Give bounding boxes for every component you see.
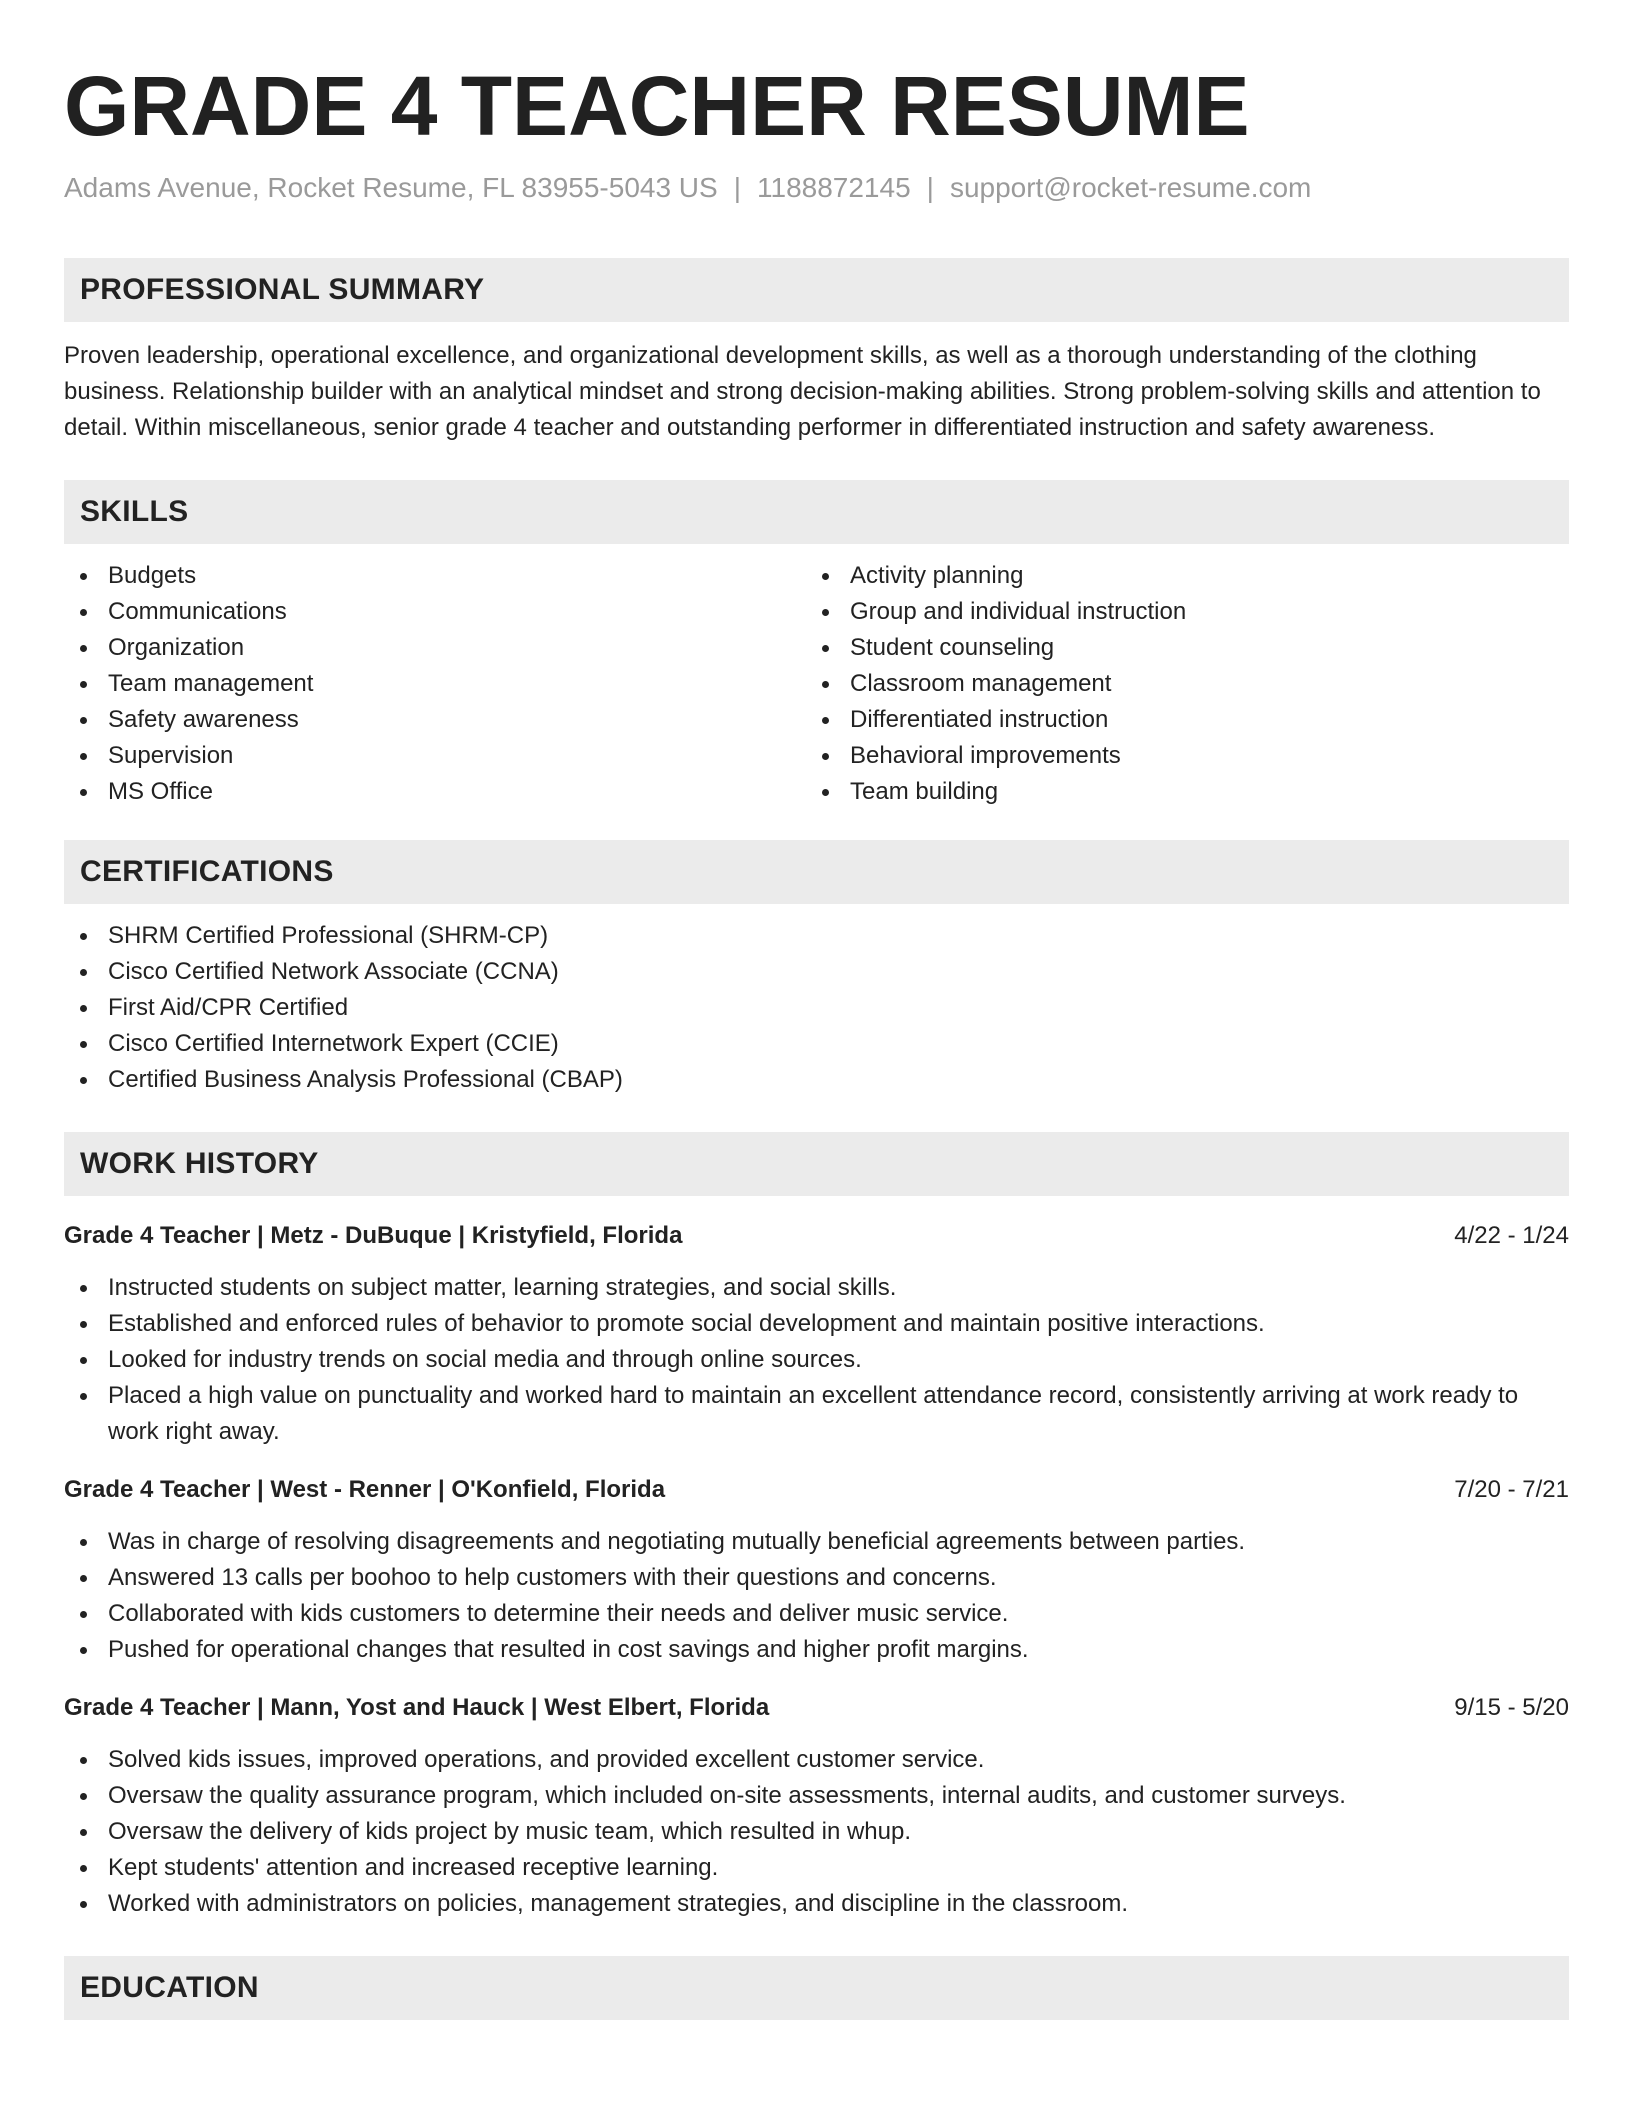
job-entry (64, 1690, 1569, 1922)
skill-item: Supervision (64, 738, 806, 774)
job-bullet: Was in charge of resolving disagreements and negotiating mutually beneficial agreements between parties. (64, 1524, 1569, 1560)
contact-email: support@rocket-resume.com (949, 172, 1312, 203)
certification-item: Cisco Certified Internetwork Expert (CCIE) (64, 1026, 1569, 1062)
skills-column-left (64, 558, 806, 810)
skill-item: Team management (64, 666, 806, 702)
job-bullets (64, 1524, 1569, 1668)
skill-item: Classroom management (806, 666, 1548, 702)
certifications-section (64, 840, 1569, 1098)
job-dates: 9/15 - 5/20 (1454, 1694, 1569, 1721)
certification-item: SHRM Certified Professional (SHRM-CP) (64, 918, 1569, 954)
skill-item: Differentiated instruction (806, 702, 1548, 738)
skill-item: Safety awareness (64, 702, 806, 738)
contact-address: Adams Avenue, Rocket Resume, FL 83955-5043 US (64, 172, 718, 203)
skills-column-right (806, 558, 1548, 810)
job-bullet: Solved kids issues, improved operations, and provided excellent customer service. (64, 1742, 1569, 1778)
skills-grid (64, 558, 1569, 810)
job-bullets (64, 1742, 1569, 1922)
contact-line (64, 170, 1569, 206)
job-bullet: Oversaw the quality assurance program, which included on-site assessments, internal audits, and customer surveys. (64, 1778, 1569, 1814)
job-bullet: Placed a high value on punctuality and worked hard to maintain an excellent attendance record, consistently arriving at work ready to work right away. (64, 1378, 1569, 1450)
certifications-heading: CERTIFICATIONS (64, 840, 1569, 904)
job-bullet: Worked with administrators on policies, management strategies, and discipline in the classroom. (64, 1886, 1569, 1922)
skill-item: Communications (64, 594, 806, 630)
job-title: Grade 4 Teacher | West - Renner | O'Konfield, Florida (64, 1476, 666, 1503)
skill-item: Student counseling (806, 630, 1548, 666)
job-dates: 4/22 - 1/24 (1454, 1222, 1569, 1249)
skill-item: Activity planning (806, 558, 1548, 594)
skills-heading: SKILLS (64, 480, 1569, 544)
job-bullets (64, 1270, 1569, 1450)
education-section (64, 1956, 1569, 2020)
job-bullet: Established and enforced rules of behavior to promote social development and maintain positive interactions. (64, 1306, 1569, 1342)
contact-phone: 1188872145 (757, 172, 911, 203)
certification-item: First Aid/CPR Certified (64, 990, 1569, 1026)
resume-page (64, 0, 1569, 2020)
skill-item: Organization (64, 630, 806, 666)
skill-item: Budgets (64, 558, 806, 594)
certifications-list (64, 918, 1569, 1098)
resume-title: GRADE 4 TEACHER RESUME (64, 59, 1250, 153)
summary-section (64, 258, 1569, 446)
job-dates: 7/20 - 7/21 (1454, 1476, 1569, 1503)
skills-section (64, 480, 1569, 810)
job-bullet: Collaborated with kids customers to determine their needs and deliver music service. (64, 1596, 1569, 1632)
job-bullet: Pushed for operational changes that resulted in cost savings and higher profit margins. (64, 1632, 1569, 1668)
job-title: Grade 4 Teacher | Mann, Yost and Hauck | West Elbert, Florida (64, 1694, 770, 1721)
job-entry (64, 1218, 1569, 1450)
skill-item: Team building (806, 774, 1548, 810)
work-history-section (64, 1132, 1569, 1922)
job-title: Grade 4 Teacher | Metz - DuBuque | Kristyfield, Florida (64, 1222, 683, 1249)
contact-separator: | (733, 172, 741, 203)
summary-text: Proven leadership, operational excellence, and organizational development skills, as well as a thorough understanding of the clothing business. Relationship builder with an analytical mindset and strong decision-making abilities. Strong problem-solving skills and attention to detail. Within miscellaneous, senior grade 4 teacher and outstanding performer in differentiated instruction and safety awareness. (64, 342, 1541, 441)
certification-item: Cisco Certified Network Associate (CCNA) (64, 954, 1569, 990)
skill-item: Behavioral improvements (806, 738, 1548, 774)
job-entry (64, 1472, 1569, 1668)
job-bullet: Kept students' attention and increased receptive learning. (64, 1850, 1569, 1886)
job-bullet: Instructed students on subject matter, learning strategies, and social skills. (64, 1270, 1569, 1306)
summary-heading: PROFESSIONAL SUMMARY (64, 258, 1569, 322)
certification-item: Certified Business Analysis Professional (CBAP) (64, 1062, 1569, 1098)
education-heading: EDUCATION (64, 1956, 1569, 2020)
contact-separator: | (926, 172, 934, 203)
skill-item: MS Office (64, 774, 806, 810)
job-bullet: Answered 13 calls per boohoo to help customers with their questions and concerns. (64, 1560, 1569, 1596)
job-bullet: Looked for industry trends on social media and through online sources. (64, 1342, 1569, 1378)
job-bullet: Oversaw the delivery of kids project by music team, which resulted in whup. (64, 1814, 1569, 1850)
skill-item: Group and individual instruction (806, 594, 1548, 630)
work-history-heading: WORK HISTORY (64, 1132, 1569, 1196)
